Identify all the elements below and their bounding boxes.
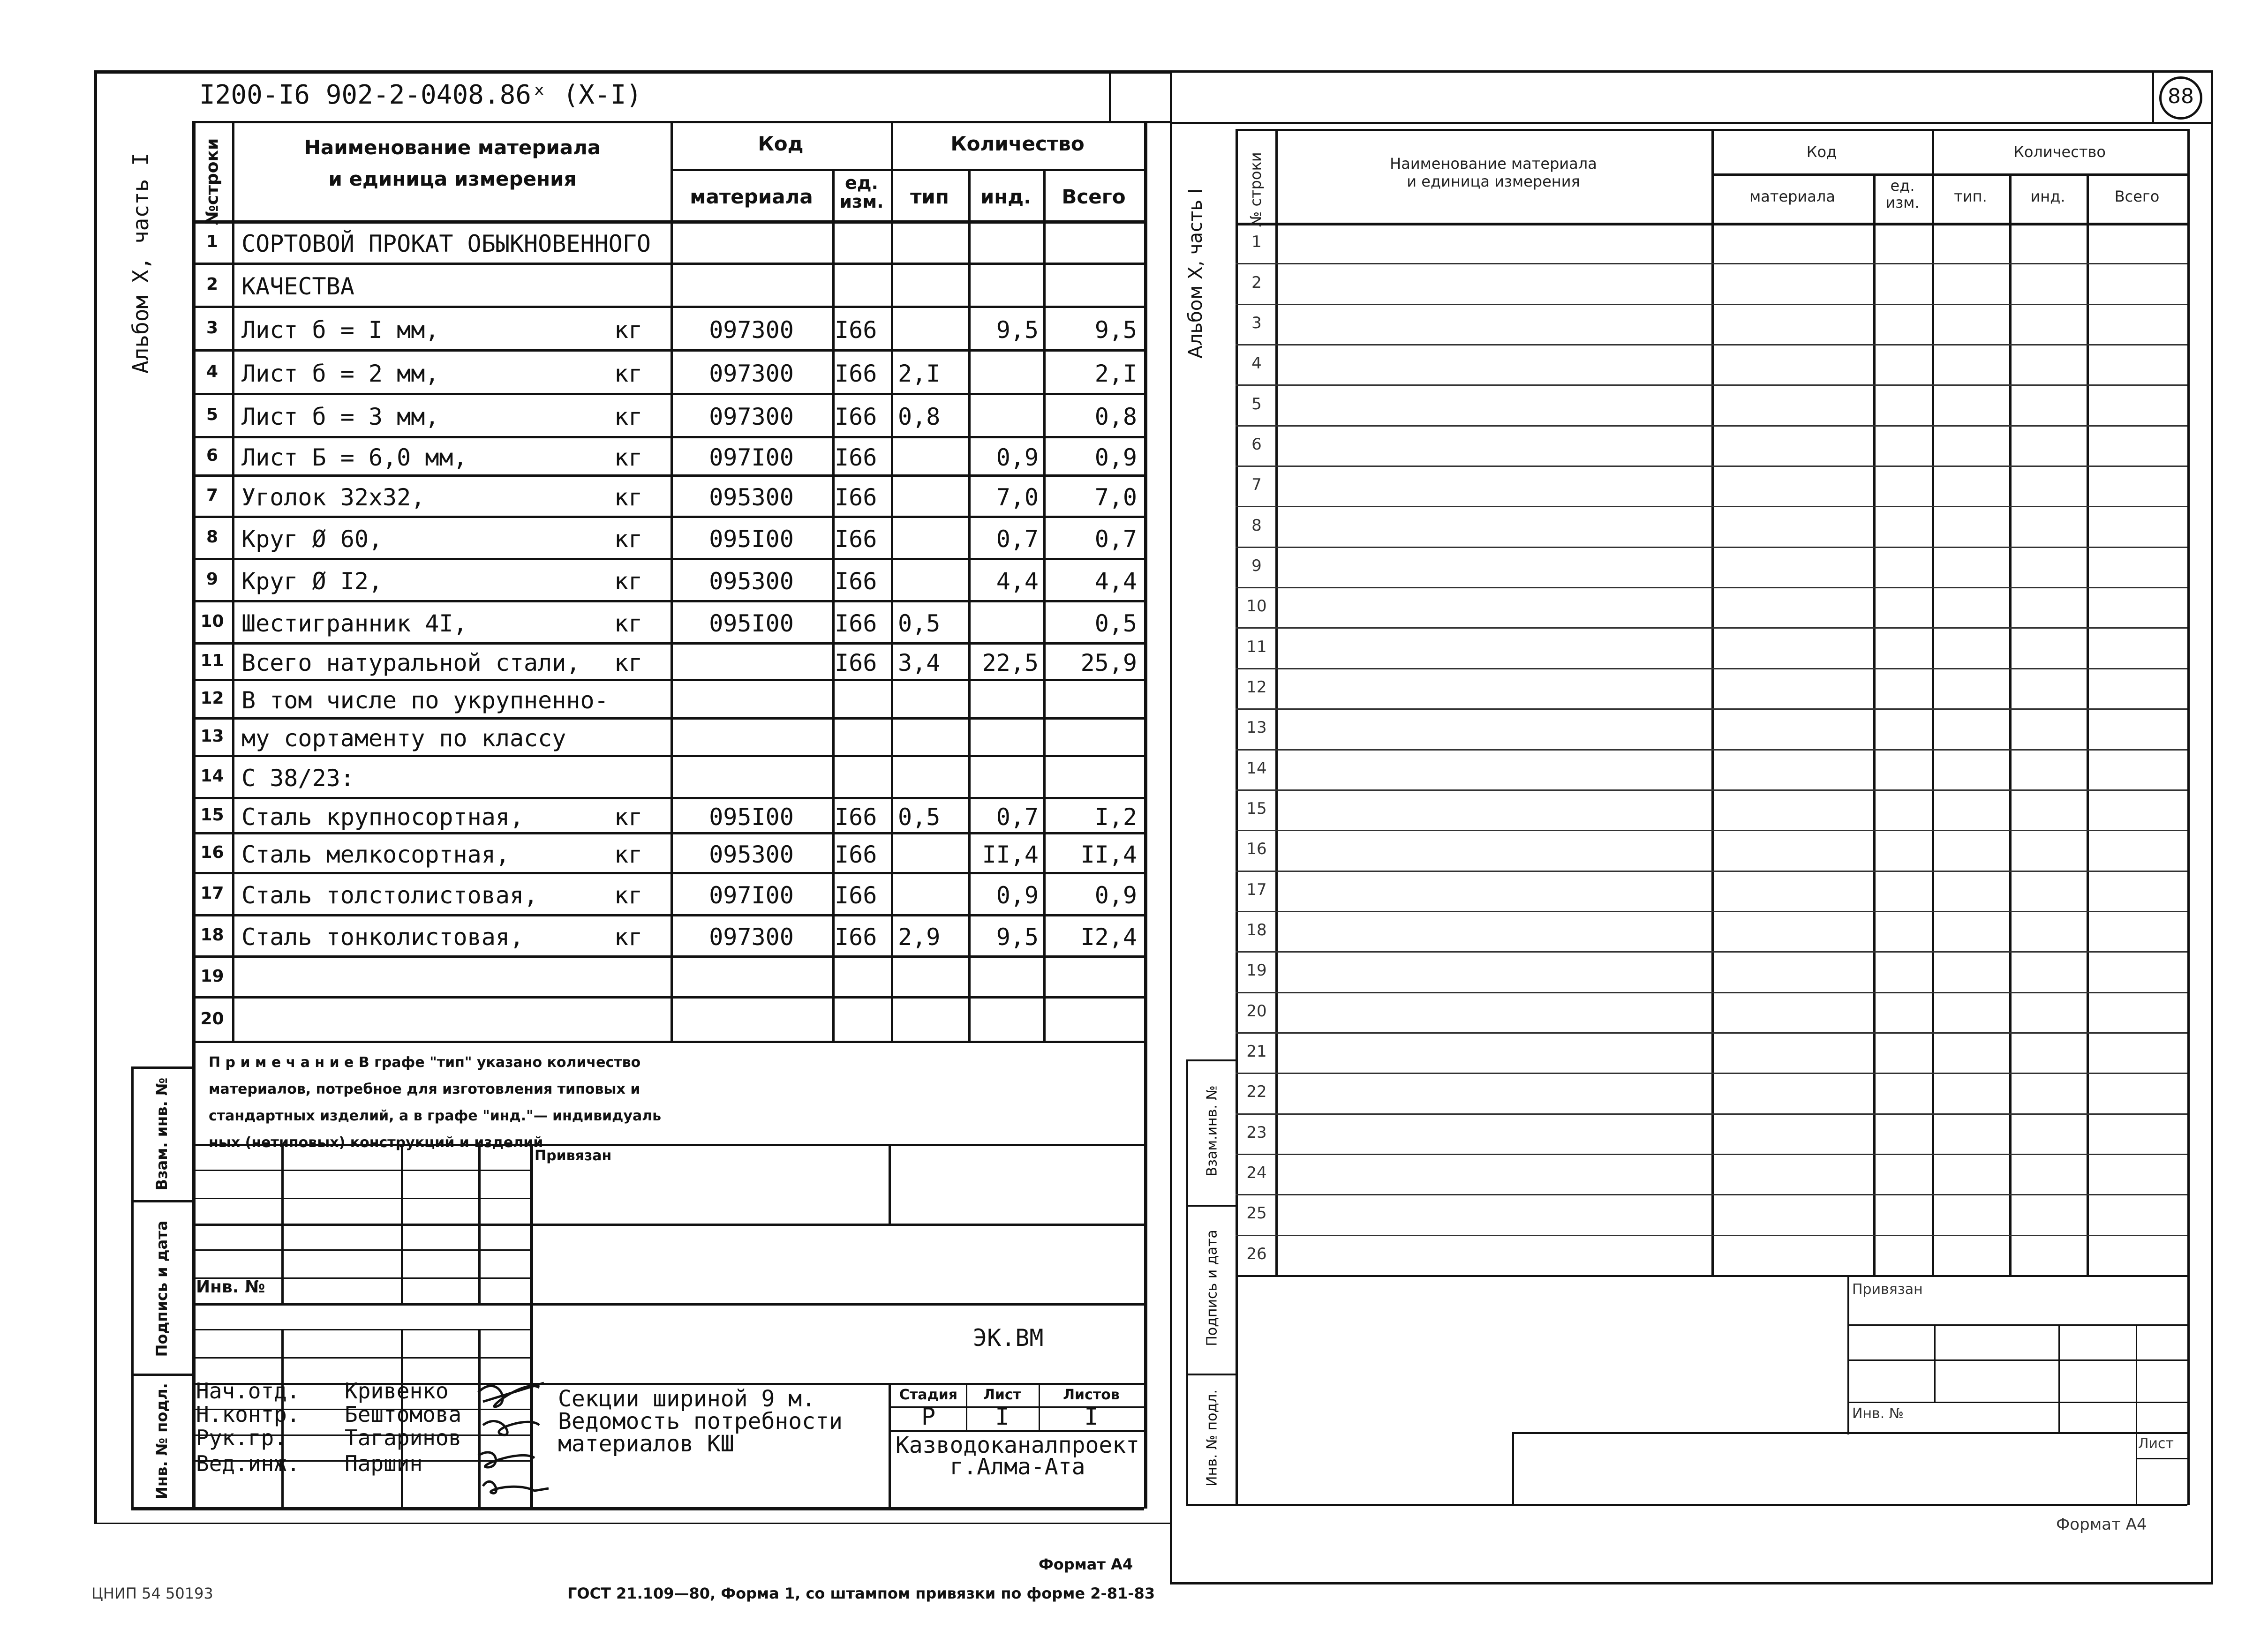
header-line: ед. [1890, 177, 1915, 195]
row-divider [1236, 304, 2187, 305]
sheet-header: Лист [983, 1387, 1022, 1403]
ind: II,4 [982, 841, 1039, 868]
n: 16 [200, 842, 224, 862]
name: СОРТОВОЙ ПРОКАТ ОБЫКНОВЕННОГО [241, 230, 651, 257]
ed: I66 [835, 924, 877, 951]
row-divider [1236, 587, 2187, 588]
typ: 0,5 [898, 803, 941, 831]
format-label-right: Формат А4 [2056, 1515, 2147, 1534]
ed: I66 [835, 803, 877, 831]
ed: I66 [835, 649, 877, 676]
album-label-left: Альбом X, часть I [128, 153, 153, 374]
row-divider [1236, 992, 2187, 993]
unit: кг [614, 610, 643, 637]
code: 097300 [709, 924, 794, 951]
row-divider [192, 755, 1144, 757]
row-divider [1236, 749, 2187, 751]
material-name-header-right [1275, 155, 1711, 190]
unit: кг [614, 882, 643, 909]
code: 095I00 [709, 803, 794, 831]
material-code-header-right: материала [1749, 188, 1835, 205]
unit: кг [614, 649, 643, 676]
side-box-replacement-right: Взам.инв. № [1204, 1085, 1221, 1177]
row-number: 21 [1246, 1042, 1267, 1061]
row-divider [192, 306, 1144, 308]
signature-name: Бештомова [345, 1402, 462, 1427]
n: 14 [200, 766, 224, 786]
row-divider [192, 393, 1144, 395]
row-number: 26 [1246, 1244, 1267, 1263]
row-number: 4 [1251, 354, 1262, 373]
n: 10 [200, 612, 224, 631]
row-divider [1236, 547, 2187, 548]
code-header: Код [758, 132, 804, 155]
name: Круг Ø I2, [241, 568, 383, 595]
signature-role: Рук.гр. [196, 1425, 287, 1450]
ind: 0,7 [996, 526, 1039, 553]
sheet-value: I [995, 1403, 1010, 1430]
unit: кг [614, 444, 643, 471]
n: 19 [200, 966, 224, 986]
ind: 22,5 [982, 649, 1039, 676]
total: I,2 [1094, 803, 1137, 831]
name: Сталь мелкосортная, [241, 841, 510, 868]
title-line: материалов КШ [558, 1431, 734, 1457]
n: 8 [206, 527, 219, 547]
ed: I66 [835, 610, 877, 637]
name: Всего натуральной стали, [241, 649, 580, 676]
unit: кг [614, 803, 643, 831]
header-line: изм. [839, 191, 884, 212]
n: 11 [200, 651, 224, 670]
row-number: 15 [1246, 799, 1267, 818]
row-divider [1236, 1032, 2187, 1034]
row-divider [1236, 1154, 2187, 1155]
code: 095300 [709, 568, 794, 595]
name: КАЧЕСТВА [241, 273, 354, 300]
n: 1 [206, 232, 219, 251]
header-line: ед. [845, 173, 878, 193]
row-number: 12 [1246, 677, 1267, 697]
org-line: г.Алма-Ата [949, 1454, 1085, 1480]
unit: кг [614, 568, 643, 595]
code: 097I00 [709, 444, 794, 471]
row-divider [1236, 466, 2187, 467]
n: 7 [206, 486, 219, 505]
total-header-right: Всего [2114, 188, 2160, 205]
row-number: 11 [1246, 637, 1267, 656]
ind: 9,5 [996, 316, 1039, 344]
side-box-inventory-right: Инв. № подл. [1204, 1389, 1221, 1487]
row-number: 3 [1251, 313, 1262, 332]
typ: 0,8 [898, 403, 941, 430]
n: 2 [206, 275, 219, 294]
typ: 0,5 [898, 610, 941, 637]
row-divider [192, 679, 1144, 681]
side-box-replacement: Взам. инв. № [153, 1077, 171, 1191]
code: 097300 [709, 403, 794, 430]
unit-header-right [1873, 177, 1932, 211]
unit: кг [614, 316, 643, 344]
name: Лист б = 2 мм, [241, 360, 439, 387]
code: 097300 [709, 360, 794, 387]
ind: 0,9 [996, 882, 1039, 909]
total: 0,5 [1094, 610, 1137, 637]
album-label-right: Альбом X, часть I [1185, 188, 1206, 359]
signature-name: Паршин [345, 1451, 423, 1476]
name: Лист б = I мм, [241, 316, 439, 344]
row-number: 16 [1246, 840, 1267, 859]
row-divider [192, 349, 1144, 352]
ind: 0,9 [996, 444, 1039, 471]
row-divider [1236, 951, 2187, 953]
code: 097300 [709, 316, 794, 344]
total-header: Всего [1062, 185, 1126, 208]
unit: кг [614, 526, 643, 553]
typ-header: тип [910, 185, 949, 208]
row-number: 14 [1246, 758, 1267, 778]
n: 6 [206, 446, 219, 465]
row-divider [192, 263, 1144, 265]
signature-role: Вед.инж. [196, 1451, 300, 1476]
ed: I66 [835, 841, 877, 868]
row-divider [1236, 708, 2187, 710]
row-number: 2 [1251, 273, 1262, 292]
n: 13 [200, 727, 224, 746]
name: С 38/23: [241, 765, 354, 792]
ind-header: инд. [980, 185, 1032, 208]
row-divider [192, 642, 1144, 645]
row-divider [1236, 1113, 2187, 1115]
row-divider [1236, 1194, 2187, 1195]
inventory-number-label: Инв. № [196, 1277, 265, 1297]
row-divider [192, 914, 1144, 916]
row-number: 25 [1246, 1204, 1267, 1223]
n: 5 [206, 405, 219, 424]
ed: I66 [835, 316, 877, 344]
total: 0,7 [1094, 526, 1137, 553]
signature-scribbles [469, 1374, 563, 1509]
row-divider [192, 717, 1144, 720]
document-code: I200-I6 902-2-0408.86ˣ (X-I) [199, 80, 642, 110]
row-number: 1 [1251, 233, 1262, 252]
total: 2,I [1094, 360, 1137, 387]
n: 9 [206, 570, 219, 589]
sheets-header: Листов [1063, 1387, 1120, 1403]
name: Уголок 32х32, [241, 484, 425, 511]
side-box-signature: Подпись и дата [153, 1220, 171, 1357]
header-line: Наименование материала [1390, 155, 1597, 173]
row-divider [192, 1041, 1144, 1043]
row-number: 10 [1246, 597, 1267, 616]
unit-header [832, 173, 891, 211]
note-block [209, 1049, 661, 1156]
row-divider [1236, 911, 2187, 912]
unit: кг [614, 841, 643, 868]
name: Шестигранник 4I, [241, 610, 467, 637]
row-divider [192, 872, 1144, 874]
row-number: 18 [1246, 921, 1267, 940]
row-divider [1236, 344, 2187, 345]
n: 18 [200, 925, 224, 945]
ind: 0,7 [996, 803, 1039, 831]
name: Лист б = 3 мм, [241, 403, 439, 430]
row-divider [1236, 668, 2187, 669]
name: Круг Ø 60, [241, 526, 383, 553]
row-divider [1236, 384, 2187, 386]
total: 7,0 [1094, 484, 1137, 511]
row-divider [192, 996, 1144, 999]
unit: кг [614, 403, 643, 430]
typ-header-right: тип. [1954, 188, 1987, 205]
row-number: 8 [1251, 516, 1262, 535]
ed: I66 [835, 360, 877, 387]
signature-name: Кривенко [345, 1378, 449, 1404]
privyazan-label: Привязан [535, 1148, 612, 1164]
n: 4 [206, 361, 219, 381]
total: 0,8 [1094, 403, 1137, 430]
code: 097I00 [709, 882, 794, 909]
row-number: 23 [1246, 1123, 1267, 1142]
typ: 2,9 [898, 924, 941, 951]
signature-role: Нач.отд. [196, 1378, 300, 1404]
code: 095I00 [709, 610, 794, 637]
material-code-header: материала [690, 185, 813, 208]
row-divider [1236, 627, 2187, 629]
row-number: 24 [1246, 1164, 1267, 1183]
name: Сталь тонколистовая, [241, 924, 524, 951]
stage-header: Стадия [899, 1387, 958, 1403]
row-divider [1236, 1235, 2187, 1236]
name: Сталь крупносортная, [241, 803, 524, 831]
row-divider [192, 955, 1144, 958]
list-label-right: Лист [2138, 1435, 2174, 1452]
row-divider [192, 558, 1144, 560]
row-number: 5 [1251, 394, 1262, 413]
row-number: 22 [1246, 1082, 1267, 1102]
quantity-header-right: Количество [2013, 143, 2106, 161]
total: 0,9 [1094, 444, 1137, 471]
ed: I66 [835, 526, 877, 553]
row-number-header-right: № строки [1247, 152, 1265, 227]
row-divider [1236, 871, 2187, 872]
typ: 3,4 [898, 649, 941, 676]
row-divider [1236, 263, 2187, 264]
row-divider [1236, 789, 2187, 791]
unit: кг [614, 484, 643, 511]
name: В том числе по укрупненно- [241, 687, 609, 714]
header-line: и единица измерения [1407, 173, 1580, 190]
code: 095I00 [709, 526, 794, 553]
n: 20 [200, 1009, 224, 1029]
ind: 4,4 [996, 568, 1039, 595]
row-number: 17 [1246, 880, 1267, 899]
row-divider [192, 474, 1144, 477]
sheet-number: 88 [2168, 84, 2194, 108]
gost-footer: ГОСТ 21.109—80, Форма 1, со штампом привязки по форме 2-81-83 [567, 1584, 1155, 1602]
name: му сортаменту по классу [241, 725, 566, 752]
code: 095300 [709, 841, 794, 868]
row-divider [1236, 425, 2187, 427]
sheets-value: I [1084, 1403, 1099, 1430]
ed: I66 [835, 882, 877, 909]
ed: I66 [835, 444, 877, 471]
row-number: 20 [1246, 1001, 1267, 1021]
unit: кг [614, 924, 643, 951]
row-divider [192, 436, 1144, 438]
material-name-header [234, 136, 671, 190]
ek-vm-mark: ЭК.ВМ [973, 1324, 1044, 1352]
n: 12 [200, 689, 224, 708]
total: 9,5 [1094, 316, 1137, 344]
total: 0,9 [1094, 882, 1137, 909]
total: I2,4 [1080, 924, 1137, 951]
ind-header-right: инд. [2030, 188, 2065, 205]
header-line: Наименование материала [304, 136, 601, 159]
note-line: ных (нетиповых) конструкций и изделий [209, 1134, 543, 1151]
note-line: стандартных изделий, а в графе "инд."— индивидуаль [209, 1108, 662, 1124]
code-header-right: Код [1806, 143, 1837, 161]
signature-role: Н.контр. [196, 1402, 300, 1427]
typ: 2,I [898, 360, 941, 387]
signature-name: Тагаринов [345, 1425, 462, 1450]
ed: I66 [835, 403, 877, 430]
row-number-header: №строки [203, 138, 222, 225]
unit: кг [614, 360, 643, 387]
org-line: Казводоканалпроект [895, 1432, 1140, 1458]
row-divider [192, 832, 1144, 834]
row-number: 19 [1246, 961, 1267, 980]
side-box-inventory: Инв. № подл. [153, 1383, 171, 1499]
side-box-signature-right: Подпись и дата [1204, 1230, 1221, 1346]
row-divider [192, 600, 1144, 602]
ed: I66 [835, 484, 877, 511]
row-number: 13 [1246, 718, 1267, 737]
title-line: Секции шириной 9 м. [558, 1386, 816, 1412]
privyazan-label-right: Привязан [1852, 1281, 1923, 1298]
quantity-header: Количество [950, 132, 1085, 155]
row-number: 6 [1251, 435, 1262, 454]
row-divider [192, 797, 1144, 799]
total: 25,9 [1080, 649, 1137, 676]
row-divider [192, 516, 1144, 518]
row-number: 7 [1251, 475, 1262, 495]
total: 4,4 [1094, 568, 1137, 595]
n: 17 [200, 884, 224, 903]
format-label-left: Формат А4 [1039, 1555, 1133, 1573]
name: Лист Б = 6,0 мм, [241, 444, 467, 471]
note-line: П р и м е ч а н и е В графе "тип" указано количество [209, 1054, 641, 1071]
sheet-title [558, 1388, 843, 1455]
n: 15 [200, 805, 224, 825]
note-line: материалов, потребное для изготовления типовых и [209, 1081, 640, 1097]
ind: 7,0 [996, 484, 1039, 511]
header-line: и единица измерения [328, 167, 577, 190]
ed: I66 [835, 568, 877, 595]
inventory-number-label-right: Инв. № [1852, 1405, 1904, 1422]
ind: 9,5 [996, 924, 1039, 951]
name: Сталь толстолистовая, [241, 882, 538, 909]
header-line: изм. [1885, 194, 1920, 211]
row-number: 9 [1251, 556, 1262, 575]
total: II,4 [1080, 841, 1137, 868]
row-divider [1236, 1073, 2187, 1074]
footer-code: ЦНИП 54 50193 [91, 1584, 213, 1602]
n: 3 [206, 318, 219, 338]
title-line: Ведомость потребности [558, 1408, 843, 1434]
row-divider [1236, 830, 2187, 831]
code: 095300 [709, 484, 794, 511]
organization [891, 1434, 1144, 1478]
stage-value: Р [921, 1403, 936, 1430]
row-divider [1236, 506, 2187, 507]
